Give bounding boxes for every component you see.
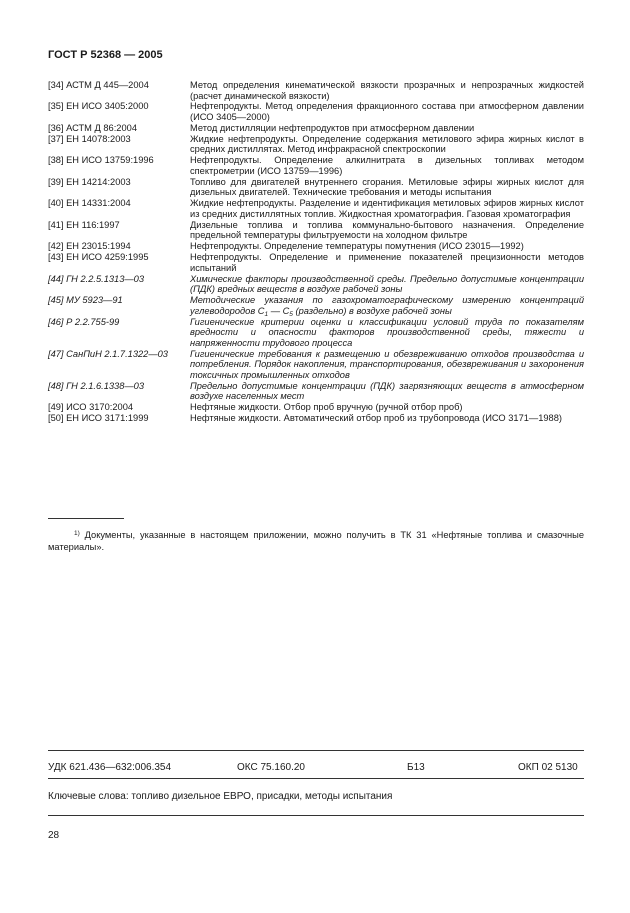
udk-code: УДК 621.436—632:006.354 [48,762,172,773]
keywords: Ключевые слова: топливо дизельное ЕВРО, присадки, методы испытания [48,791,393,802]
page-number: 28 [48,830,60,841]
bib-ref: [47] СанПиН 2.1.7.1322—03 [48,348,168,359]
footnote [48,529,584,553]
bib-ref: [38] ЕН ИСО 13759:1996 [48,155,154,166]
bib-ref: [44] ГН 2.2.5.1313—03 [48,273,145,284]
footer-rule-top [48,750,584,751]
bib-desc-part: — С [268,305,290,316]
bib-desc: Дизельные топлива и топлива коммунально-бытового назначения. Определение предельной температуры фильтруемости на холодном фильтре [190,219,584,241]
footer-rule-bottom [48,815,584,816]
bib-entry [48,220,584,241]
bib-desc [190,295,584,316]
footnote-divider [48,518,124,519]
classification-code: Б13 [407,762,425,773]
bib-ref: [40] ЕН 14331:2004 [48,198,131,209]
bib-desc: Нефтяные жидкости. Автоматический отбор проб из трубопровода (ИСО 3171—1988) [190,413,562,424]
bib-entry [48,177,584,198]
bib-entry [48,349,584,381]
bib-entry [48,402,584,413]
bib-desc-part: Методические указания по газохроматографическому измерению концентраций углеводородов С [190,295,584,316]
bib-entry [48,252,584,273]
page-header: ГОСТ Р 52368 — 2005 [48,49,163,61]
bib-desc: Гигиенические критерии оценки и классификации условий труда по показателям вредности и опасности факторов производственной среды, тяжести и напряженности трудового процесса [190,316,584,348]
bib-entry [48,155,584,176]
bib-entry [48,274,584,295]
bib-desc-part: (раздельно) в воздухе рабочей зоны [292,305,452,316]
bib-desc: Нефтепродукты. Метод определения фракционного состава при атмосферном давлении (ИСО 3405—2000) [190,101,584,123]
bib-ref: [34] АСТМ Д 445—2004 [48,80,149,90]
bib-desc: Жидкие нефтепродукты. Разделение и идентификация метиловых эфиров жирных кислот из средних дистиллятных топлив. Жидкостная хроматография. Газовая хроматография [190,198,584,219]
bib-ref: [45] МУ 5923—91 [48,295,123,306]
bib-entry [48,123,584,134]
oks-code: ОКС 75.160.20 [237,762,305,773]
bib-entry [48,295,584,316]
bib-desc: Предельно допустимые концентрации (ПДК) загрязняющих веществ в атмосферном воздухе населенных мест [190,380,584,402]
bib-desc: Нефтяные жидкости. Отбор проб вручную (ручной отбор проб) [190,402,463,413]
bib-entry [48,101,584,122]
bib-ref: [43] ЕН ИСО 4259:1995 [48,252,149,263]
bib-ref: [37] ЕН 14078:2003 [48,133,131,144]
bib-entry [48,381,584,402]
bib-ref: [42] ЕН 23015:1994 [48,241,131,252]
okp-code: ОКП 02 5130 [518,762,578,773]
bib-entry [48,134,584,155]
bibliography-list [48,80,584,424]
bib-desc: Топливо для двигателей внутреннего сгорания. Метиловые эфиры жирных кислот для дизельных двигателей. Технические требования и методы испытания [190,176,584,198]
bib-desc: Метод дистилляции нефтепродуктов при атмосферном давлении [190,122,475,133]
bib-entry [48,80,584,101]
bib-desc: Гигиенические требования к размещению и обезвреживанию отходов производства и потребления. Порядок накопления, транспортирования, обезвреживания и захоронения токсичных промышленных отходов [190,348,584,380]
bib-ref: [41] ЕН 116:1997 [48,219,120,230]
bib-desc: Нефтепродукты. Определение и применение показателей прецизионности методов испытаний [190,252,584,273]
subscript: 5 [289,310,293,318]
footer-rule-middle [48,778,584,779]
bib-desc: Химические факторы производственной среды. Предельно допустимые концентрации (ПДК) вредных веществ в воздухе рабочей зоны [190,273,584,295]
bib-entry [48,413,584,424]
bib-entry [48,241,584,252]
footnote-text: Документы, указанные в настоящем приложении, можно получить в ТК 31 «Нефтяные топлива и смазочные материалы». [48,530,584,552]
bib-desc: Метод определения кинематической вязкости прозрачных и непрозрачных жидкостей (расчет динамической вязкости) [190,80,584,101]
bib-ref: [46] Р 2.2.755-99 [48,316,120,327]
footnote-marker: 1) [74,530,80,537]
bib-ref: [35] ЕН ИСО 3405:2000 [48,101,149,112]
bib-entry [48,198,584,219]
bib-desc: Нефтепродукты. Определение алкилнитрата в дизельных топливах методом спектрометрии (ИСО 13759—1996) [190,155,584,176]
subscript: 1 [264,310,269,318]
bib-entry [48,317,584,349]
bib-desc: Нефтепродукты. Определение температуры помутнения (ИСО 23015—1992) [190,241,524,252]
bib-ref: [49] ИСО 3170:2004 [48,402,134,413]
bib-ref: [36] АСТМ Д 86:2004 [48,122,137,133]
bib-desc: Жидкие нефтепродукты. Определение содержания метилового эфира жирных кислот в средних дистиллятах. Метод инфракрасной спектроскопии [190,133,584,155]
bib-ref: [39] ЕН 14214:2003 [48,176,131,187]
bib-ref: [50] ЕН ИСО 3171:1999 [48,413,149,424]
bib-ref: [48] ГН 2.1.6.1338—03 [48,380,145,391]
